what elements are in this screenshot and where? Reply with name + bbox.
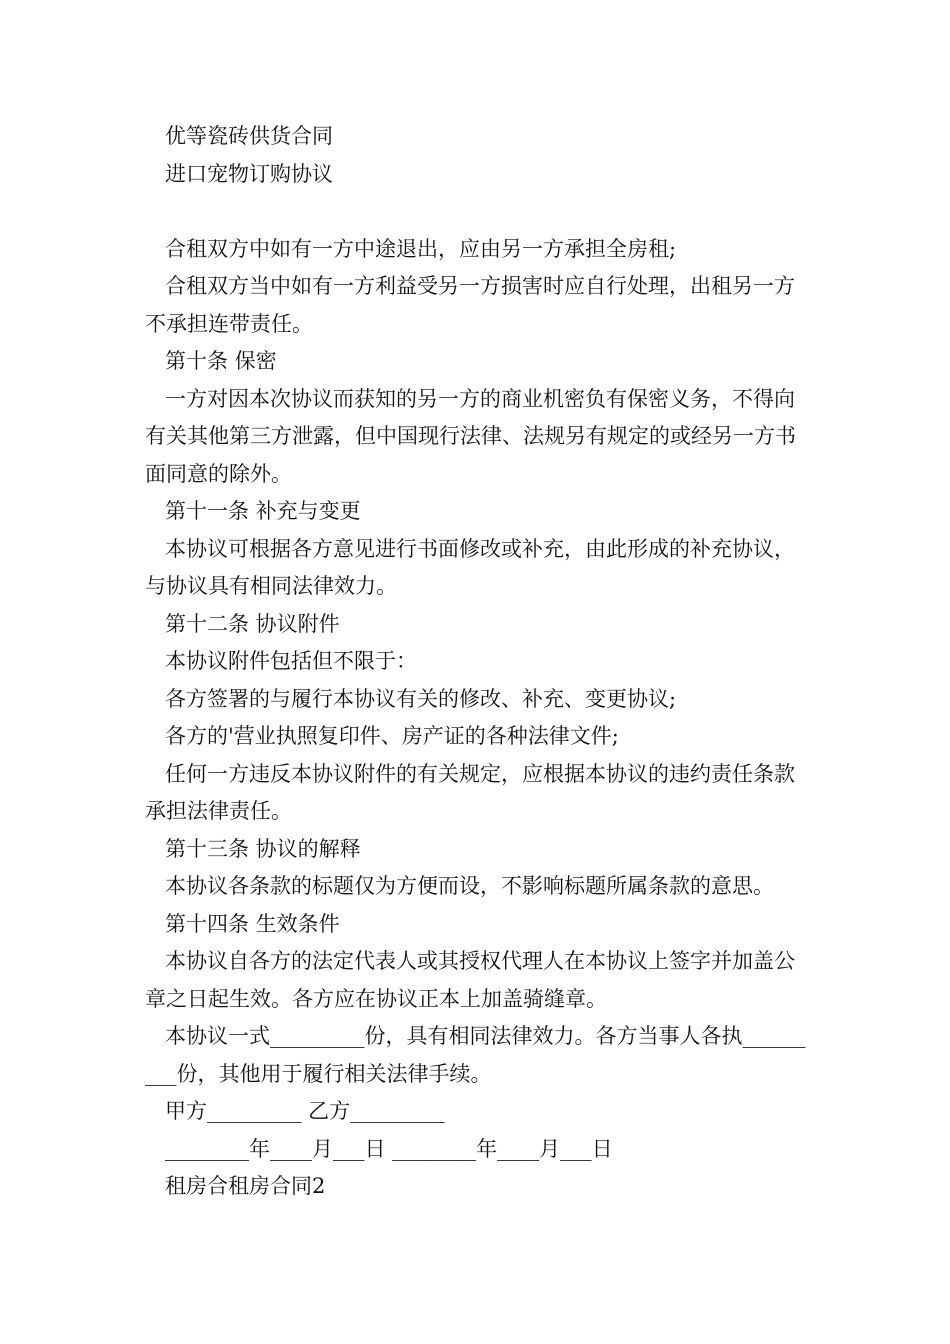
paragraph: 各方签署的与履行本协议有关的修改、补充、变更协议;: [165, 686, 677, 711]
paragraph: 本协议各条款的标题仅为方便而设，不影响标题所属条款的意思。: [165, 874, 774, 898]
next-title: 租房合租房合同2: [165, 1174, 326, 1198]
paragraph: 任何一方违反本协议附件的有关规定，应根据本协议的违约责任条款承担法律责任。: [145, 761, 795, 823]
date-line: ________年____月___日 ________年____月___日: [165, 1136, 613, 1161]
header-line: 进口宠物订购协议: [165, 161, 333, 186]
paragraph: 本协议一式_________份，具有相同法律效力。各方当事人各执_________份，其他用于履行相关法律手续。: [145, 1024, 806, 1086]
blank-line: [145, 193, 810, 231]
section-heading: 第十一条 补充与变更: [165, 499, 361, 523]
paragraph: 本协议可根据各方意见进行书面修改或补充，由此形成的补充协议，与协议具有相同法律效力。: [145, 536, 795, 598]
section-heading: 第十二条 协议附件: [165, 611, 340, 636]
section-heading: 第十三条 协议的解释: [165, 836, 361, 861]
document-body: [145, 118, 810, 1206]
header-line: 优等瓷砖供货合同: [165, 124, 333, 148]
paragraph: 一方对因本次协议而获知的另一方的商业机密负有保密义务，不得向有关其他第三方泄露，但中国现行法律、法规另有规定的或经另一方书面同意的除外。: [145, 386, 796, 486]
section-heading: 第十四条 生效条件: [165, 911, 340, 936]
paragraph: 合租双方当中如有一方利益受另一方损害时应自行处理，出租另一方不承担连带责任。: [145, 274, 795, 336]
paragraph: 合租双方中如有一方中途退出，应由另一方承担全房租;: [165, 236, 677, 261]
signature-line: 甲方_________ 乙方_________: [165, 1099, 445, 1123]
section-heading: 第十条 保密: [165, 349, 277, 373]
paragraph: 各方的'营业执照复印件、房产证的各种法律文件;: [165, 724, 619, 748]
paragraph: 本协议附件包括但不限于：: [165, 649, 417, 673]
paragraph: 本协议自各方的法定代表人或其授权代理人在本协议上签字并加盖公章之日起生效。各方应在协议正本上加盖骑缝章。: [145, 949, 795, 1011]
